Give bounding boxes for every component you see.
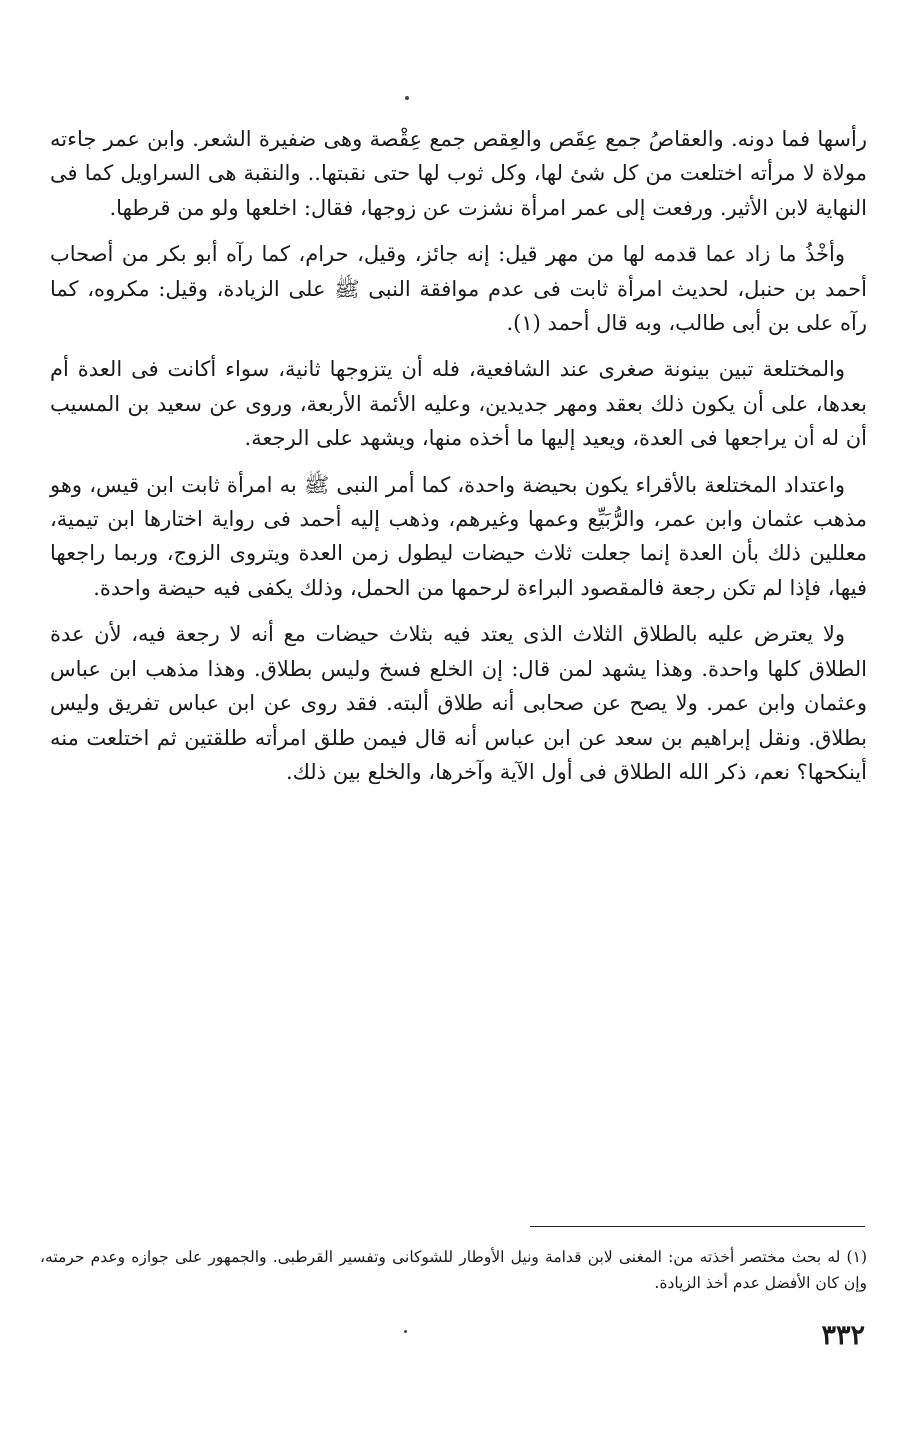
paragraph-waiting-period: واعتداد المختلعة بالأقراء يكون بحيضة واحدة، كما أمر النبى ﷺ به امرأة ثابت ابن قيس، وهو مذهب عثمان وابن عمر، والرُّبَيِّع وعمها وغيرهم، وذهب إليه أحمد فى رواية اختارها ابن تيمية، معللين ذلك بأن العدة إنما جعلت ثلاث حيضات ليطول زمن العدة ويتروى الزوج، وربما راجعها فيها، فإذا لم تكن رجعة فالمقصود البراءة لرحمها من الحمل، وذلك يكفى فيه حيضة واحدة. xyxy=(50,472,867,600)
scan-speck xyxy=(404,1330,407,1333)
paragraph-excess-dowry: وأخْذُ ما زاد عما قدمه لها من مهر قيل: إنه جائز، وقيل، حرام، كما رآه أبو بكر من أصحاب أحمد بن حنبل، لحديث امرأة ثابت فى عدم موافقة النبى ﷺ على الزيادة، وقيل: مكروه، كما رآه على بن أبى طالب، وبه قال أحمد (١). xyxy=(50,242,867,336)
page-number: ٣٣٢ xyxy=(821,1320,865,1351)
footnote: (١) له بحث مختصر أخذته من: المغنى لابن قدامة ونيل الأوطار للشوكانى وتفسير القرطبى. والجمهور على جوازه وعدم حرمته، وإن كان الأفضل عدم أخذ الزيادة. xyxy=(40,1248,867,1292)
paragraph-minor-separation: والمختلعة تبين بينونة صغرى عند الشافعية، فله أن يتزوجها ثانية، سواء أكانت فى العدة أم بعدها، على أن يكون ذلك بعقد ومهر جديدين، وعليه الأئمة الأربعة، وروى عن سعيد بن المسيب أن له أن يراجعها فى العدة، ويعيد إليها ما أخذه منها، ويشهد على الرجعة. xyxy=(50,357,867,451)
main-text xyxy=(50,122,867,801)
paragraph-khul-compensation: رأسها فما دونه. والعقاصُ جمع عِقَص والعِقص جمع عِقْصة وهى ضفيرة الشعر. وابن عمر جاءته مولاة لا مرأته اختلعت من كل شئ لها، وكل ثوب لها حتى نقبتها.. والنقبة هى السراويل كما فى النهاية لابن الأثير. ورفعت إلى عمر امرأة نشزت عن زوجها، فقال: اخلعها ولو من قرطها. xyxy=(50,127,867,220)
scan-speck xyxy=(405,96,409,100)
footnote-divider xyxy=(530,1226,865,1227)
paragraph-triple-divorce: ولا يعترض عليه بالطلاق الثلاث الذى يعتد فيه بثلاث حيضات مع أنه لا رجعة فيه، لأن عدة الطلاق كلها واحدة. وهذا يشهد لمن قال: إن الخلع فسخ وليس بطلاق. وهذا مذهب ابن عباس وعثمان وابن عمر. ولا يصح عن صحابى أنه طلاق ألبته. فقد روى عن ابن عباس تفريق وليس بطلاق. ونقل إبراهيم بن سعد عن ابن عباس أنه قال فيمن طلق امرأته طلقتين ثم اختلعت منه أينكحها؟ نعم، ذكر الله الطلاق فى أول الآية وآخرها، والخلع بين ذلك. xyxy=(50,622,867,784)
